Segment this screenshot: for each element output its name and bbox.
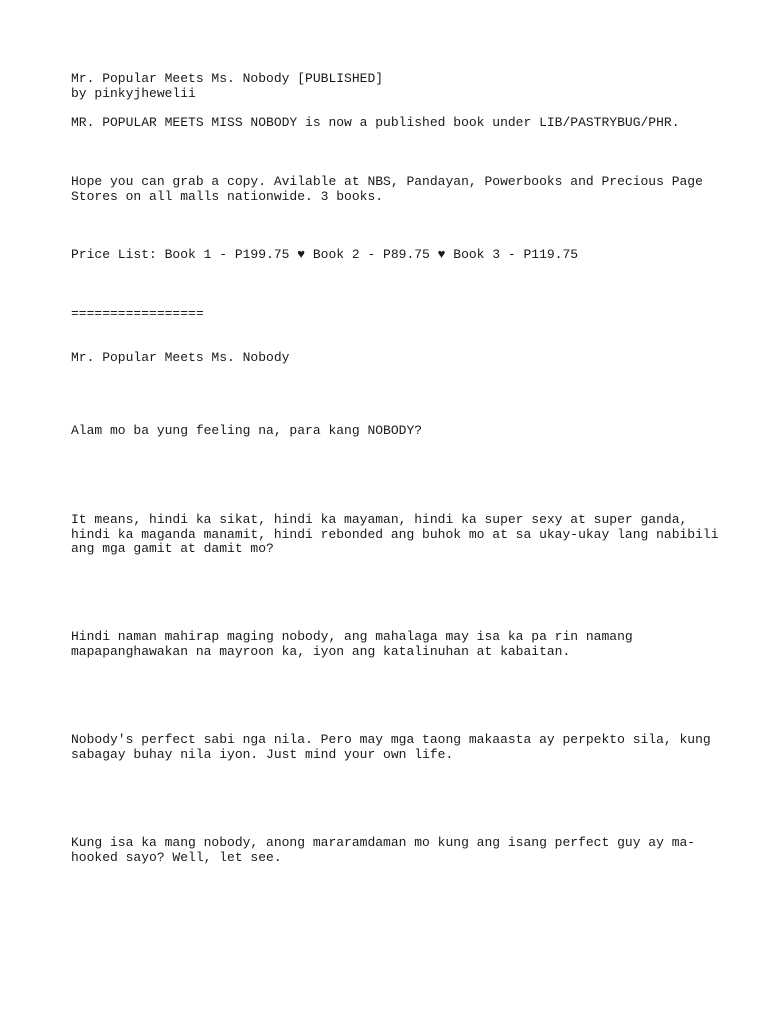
document-title: Mr. Popular Meets Ms. Nobody [PUBLISHED] — [71, 71, 384, 86]
story-title: Mr. Popular Meets Ms. Nobody — [71, 350, 290, 365]
paragraph: Nobody's perfect sabi nga nila. Pero may mga taong makaasta ay perpekto sila, kung sabagay buhay nila iyon. Just mind your own life. — [71, 732, 719, 762]
published-note: MR. POPULAR MEETS MISS NOBODY is now a published book under LIB/PASTRYBUG/PHR. — [71, 115, 680, 130]
paragraph: It means, hindi ka sikat, hindi ka mayaman, hindi ka super sexy at super ganda, hindi ka maganda manamit, hindi rebonded ang buhok mo at sa ukay-ukay lang nabibili ang mga gamit at damit mo? — [71, 512, 727, 557]
separator: ================= — [71, 306, 204, 321]
paragraph: Kung isa ka mang nobody, anong mararamdaman mo kung ang isang perfect guy ay ma-hooked sayo? Well, let see. — [71, 835, 696, 865]
availability-note: Hope you can grab a copy. Avilable at NBS, Pandayan, Powerbooks and Precious Page Stores on all malls nationwide. 3 books. — [71, 174, 711, 204]
author-byline: by pinkyjhewelii — [71, 86, 196, 101]
price-list: Price List: Book 1 - P199.75 ♥ Book 2 - P89.75 ♥ Book 3 - P119.75 — [71, 247, 579, 262]
paragraph: Hindi naman mahirap maging nobody, ang mahalaga may isa ka pa rin namang mapapanghawakan na mayroon ka, iyon ang katalinuhan at kabaitan. — [71, 629, 641, 659]
paragraph: Alam mo ba yung feeling na, para kang NOBODY? — [71, 423, 423, 438]
